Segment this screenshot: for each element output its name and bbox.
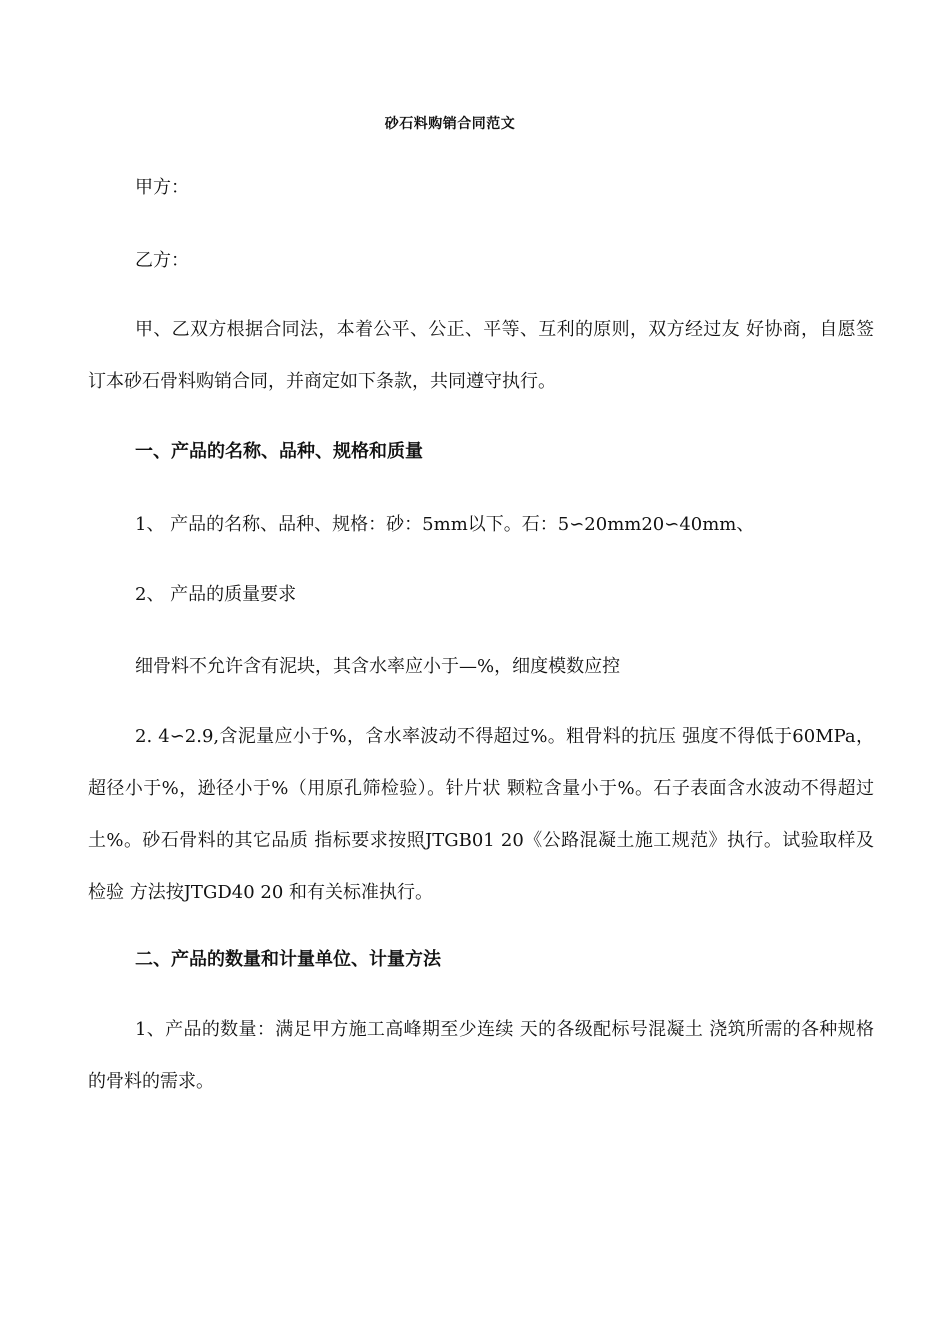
section-1-item-2: 2、 产品的质量要求 (135, 584, 297, 605)
party-b-label: 乙方： (135, 250, 189, 271)
party-a-label: 甲方： (135, 177, 189, 198)
section-2-heading: 二、产品的数量和计量单位、计量方法 (135, 949, 441, 970)
intro-paragraph: 甲、乙双方根据合同法，本着公平、公正、平等、互利的原则，双方经过友 好协商，自愿签订本砂石骨料购销合同，并商定如下条款，共同遵守执行。 (88, 319, 874, 392)
document-title: 砂石料购销合同范文 (384, 116, 516, 132)
section-1-item-1: 1、 产品的名称、品种、规格：砂：5mm以下。石：5∽20mm20∽40mm、 (135, 514, 755, 535)
section-1-heading: 一、产品的名称、品种、规格和质量 (135, 441, 423, 462)
fine-aggregate-text: 细骨料不允许含有泥块，其含水率应小于—%，细度模数应控 (135, 656, 621, 677)
section-2-item-1: 1、产品的数量：满足甲方施工高峰期至少连续 天的各级配标号混凝土 浇筑所需的各种规格的骨料的需求。 (88, 1019, 874, 1092)
spec-paragraph: 2. 4∽2.9,含泥量应小于%，含水率波动不得超过%。粗骨料的抗压 强度不得低于60MPa，超径小于%，逊径小于%（用原孔筛检验）。针片状 颗粒含量小于%。石子表面含水波动不得超过土%。砂石骨料的其它品质 指标要求按照JTGB01 20《公路混凝土施工规范》执行。试验取样及检验 方法按JTGD40 20 和有关标准执行。 (88, 726, 874, 903)
